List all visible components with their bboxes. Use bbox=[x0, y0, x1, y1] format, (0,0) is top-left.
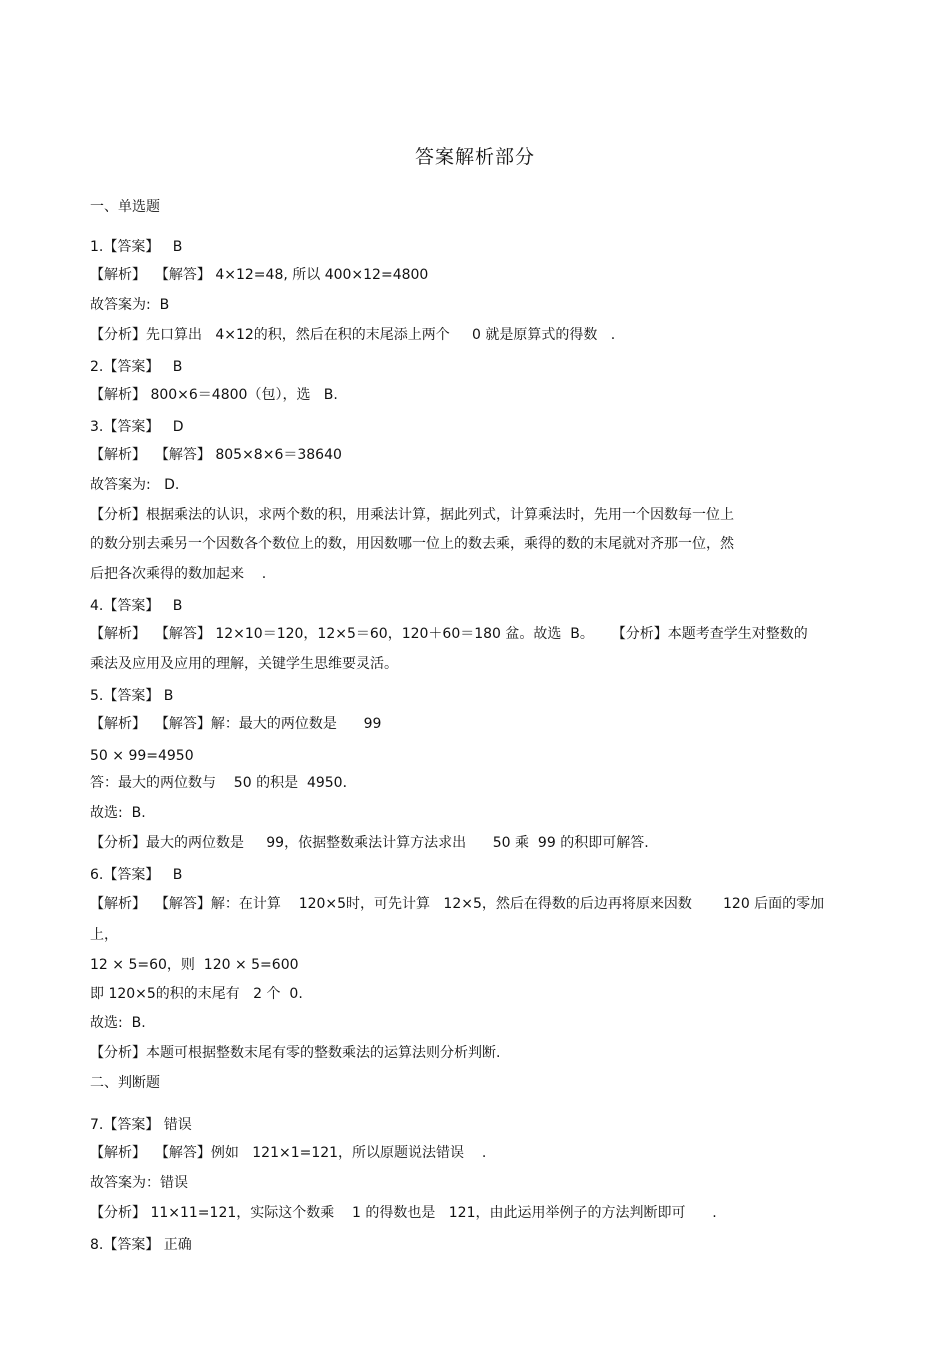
answer-summary-line: 故答案为: D. bbox=[90, 477, 180, 493]
analysis-line: 后把各次乘得的数加起来 . bbox=[90, 566, 267, 582]
explanation-line: 乘法及应用及应用的理解，关键学生思维要灵活。 bbox=[90, 656, 398, 672]
answer-line: 8.【答案】 正确 bbox=[90, 1237, 192, 1253]
analysis-line: 【分析】先口算出 4×12的积，然后在积的末尾添上两个 0 就是原算式的得数 . bbox=[90, 327, 616, 343]
answer-line: 2.【答案】 B bbox=[90, 359, 183, 375]
analysis-line: 【分析】本题可根据整数末尾有零的整数乘法的运算法则分析判断. bbox=[90, 1045, 501, 1061]
analysis-line: 【分析】最大的两位数是 99，依据整数乘法计算方法求出 50 乘 99 的积即可解答. bbox=[90, 835, 649, 851]
analysis-line: 的数分别去乘另一个因数各个数位上的数，用因数哪一位上的数去乘，乘得的数的末尾就对齐那一位，然 bbox=[90, 536, 734, 552]
explanation-line: 【解析】 【解答】 12×10＝120，12×5＝60，120＋60＝180 盆。故选 B。 【分析】本题考查学生对整数的 bbox=[90, 626, 808, 642]
answer-line: 6.【答案】 B bbox=[90, 867, 183, 883]
section-heading-true-false: 二、判断题 bbox=[90, 1075, 160, 1091]
calculation-line: 即 120×5的积的末尾有 2 个 0. bbox=[90, 986, 303, 1002]
page-title: 答案解析部分 bbox=[414, 146, 535, 168]
explanation-line: 【解析】 【解答】解：在计算 120×5时，可先计算 12×5，然后在得数的后边再将原来因数 120 后面的零加 bbox=[90, 896, 825, 912]
explanation-line: 【解析】 【解答】解：最大的两位数是 99 bbox=[90, 716, 382, 732]
explanation-line: 上， bbox=[90, 927, 118, 943]
explanation-line: 【解析】 【解答】 4×12=48, 所以 400×12=4800 bbox=[90, 267, 429, 283]
answer-line: 3.【答案】 D bbox=[90, 419, 184, 435]
section-heading-single-choice: 一、单选题 bbox=[90, 199, 160, 215]
analysis-line: 【分析】 11×11=121，实际这个数乘 1 的得数也是 121，由此运用举例子的方法判断即可 . bbox=[90, 1205, 717, 1221]
calculation-line: 50 × 99=4950 bbox=[90, 748, 194, 764]
answer-line: 7.【答案】 错误 bbox=[90, 1117, 192, 1133]
answer-summary-line: 答：最大的两位数与 50 的积是 4950． bbox=[90, 775, 357, 791]
answer-summary-line: 故选: B. bbox=[90, 1015, 146, 1031]
explanation-line: 【解析】 【解答】例如 121×1=121，所以原题说法错误 . bbox=[90, 1145, 487, 1161]
analysis-line: 【分析】根据乘法的认识，求两个数的积，用乘法计算，据此列式，计算乘法时，先用一个因数每一位上 bbox=[90, 507, 734, 523]
answer-summary-line: 故答案为：错误 bbox=[90, 1175, 188, 1191]
answer-line: 1.【答案】 B bbox=[90, 239, 183, 255]
calculation-line: 12 × 5=60，则 120 × 5=600 bbox=[90, 957, 299, 973]
answer-line: 4.【答案】 B bbox=[90, 598, 183, 614]
answer-summary-line: 故答案为: B bbox=[90, 297, 170, 313]
explanation-line: 【解析】 【解答】 805×8×6＝38640 bbox=[90, 447, 342, 463]
answer-line: 5.【答案】 B bbox=[90, 688, 174, 704]
answer-summary-line: 故选: B. bbox=[90, 805, 146, 821]
explanation-line: 【解析】 800×6＝4800（包），选 B. bbox=[90, 387, 338, 403]
